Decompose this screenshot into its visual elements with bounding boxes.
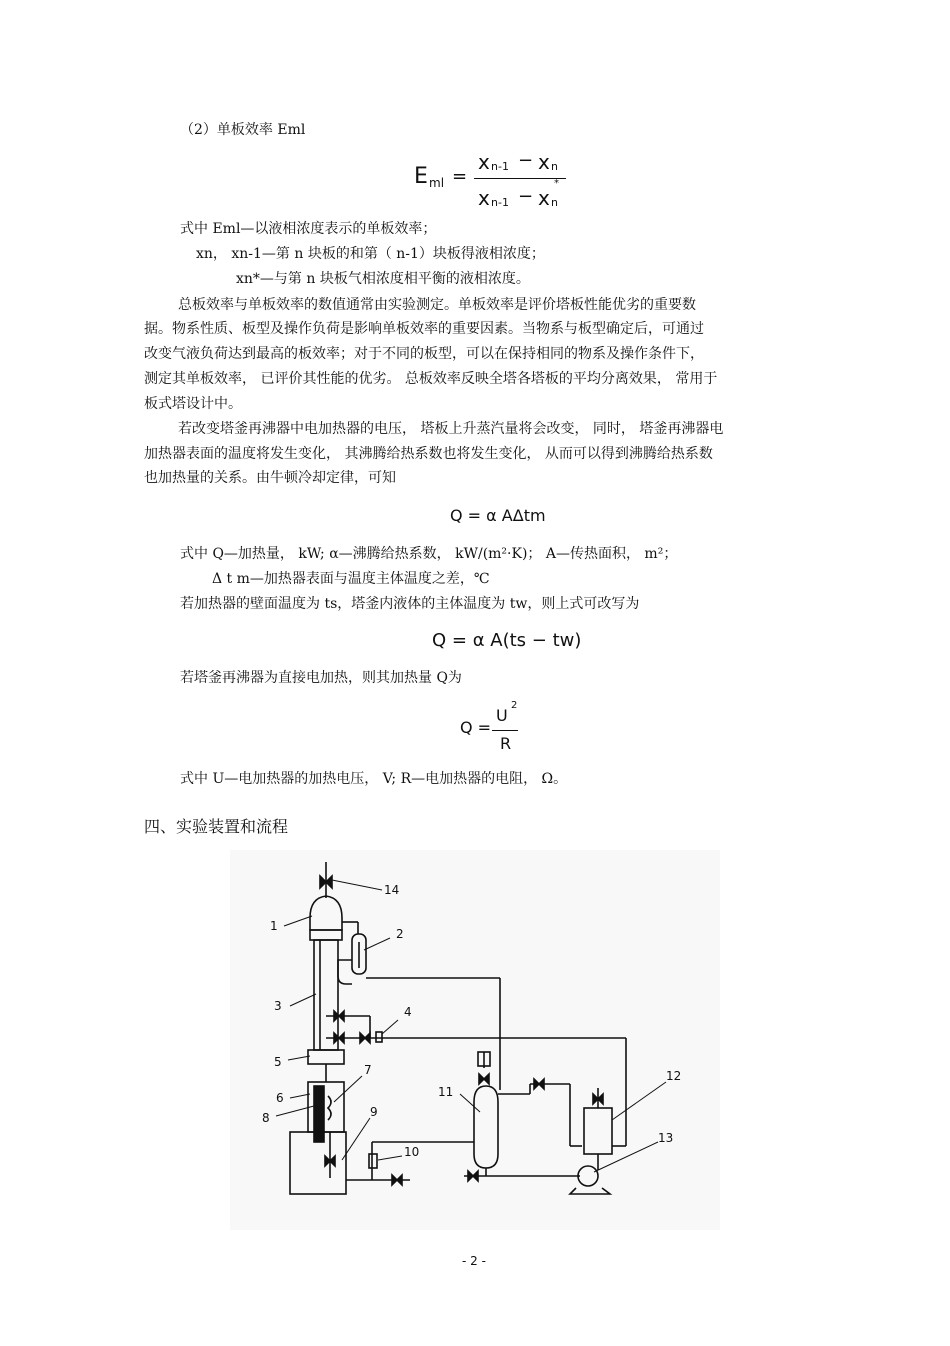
para2-line: 加热器表面的温度将发生变化， 其沸腾给热系数也将发生变化， 从而可以得到沸腾给热系数 — [144, 446, 713, 462]
eq4-superscript: 2 — [511, 700, 518, 711]
eq1-num-x1-sub: n-1 — [491, 160, 509, 173]
para1-line: 测定其单板效率， 已评价其性能的优劣。 总板效率反映全塔各塔板的平均分离效果， 常用于 — [144, 371, 718, 387]
eq1-den-x1-sub: n-1 — [491, 196, 509, 209]
definition-u-r: 式中 U—电加热器的加热电压， V; R—电加热器的电阻， Ω。 — [180, 771, 568, 787]
eq1-den-x1: x — [478, 186, 490, 210]
para2-line: 也加热量的关系。由牛顿冷却定律，可知 — [144, 470, 396, 486]
apparatus-flow-diagram — [230, 850, 720, 1230]
eq1-den-minus: − — [518, 186, 534, 207]
diagram-label: 9 — [370, 1105, 378, 1119]
eq1-num-minus: − — [518, 150, 534, 171]
single-plate-efficiency-equation — [412, 150, 582, 214]
definition-delta-tm: Δ t m—加热器表面与温度主体温度之差，℃ — [212, 571, 490, 587]
diagram-label: 11 — [438, 1085, 454, 1099]
eq1-num-x2: x — [538, 150, 550, 174]
para1-line: 板式塔设计中。 — [144, 396, 242, 412]
eq1-equals: = — [452, 166, 468, 187]
diagram-label: 1 — [270, 919, 278, 933]
diagram-label: 8 — [262, 1111, 270, 1125]
eq1-lhs-symbol: E — [414, 164, 428, 189]
definition-xn: xn， xn-1—第 n 块板的和第（ n-1）块板得液相浓度； — [196, 246, 545, 262]
section-heading-apparatus: 四、实验装置和流程 — [144, 817, 289, 836]
diagram-label: 2 — [396, 927, 404, 941]
definition-xn-star: xn*—与第 n 块板气相浓度相平衡的液相浓度。 — [236, 271, 530, 287]
diagram-label: 3 — [274, 999, 282, 1013]
eq1-lhs-subscript: ml — [429, 176, 445, 190]
diagram-label: 6 — [276, 1091, 284, 1105]
direct-heating-line: 若塔釜再沸器为直接电加热，则其加热量 Q为 — [180, 670, 462, 686]
newton-cooling-equation: Q = α AΔtm — [450, 506, 546, 525]
diagram-label: 10 — [404, 1145, 420, 1159]
eq4-denominator: R — [500, 734, 512, 753]
eq1-den-star: * — [554, 178, 559, 189]
para1-line: 改变气液负荷达到最高的板效率；对于不同的板型，可以在保持相同的物系及操作条件下， — [144, 346, 704, 362]
para1-line: 总板效率与单板效率的数值通常由实验测定。单板效率是评价塔板性能优劣的重要数 — [178, 297, 696, 313]
diagram-label: 4 — [404, 1005, 412, 1019]
para1-line: 据。物系性质、板型及操作负荷是影响单板效率的重要因素。当物系与板型确定后，可通过 — [144, 321, 704, 337]
eq1-den-x2: x — [538, 186, 550, 210]
eq4-numerator: U — [496, 706, 508, 725]
diagram-label: 7 — [364, 1063, 372, 1077]
eq1-fraction-bar — [474, 178, 566, 179]
diagram-label: 14 — [384, 883, 400, 897]
wall-temperature-line: 若加热器的壁面温度为 ts，塔釜内液体的主体温度为 tw，则上式可改写为 — [180, 596, 640, 612]
diagram-label: 13 — [658, 1131, 674, 1145]
electric-heater — [314, 1086, 324, 1142]
diagram-label: 5 — [274, 1055, 282, 1069]
eq1-num-x2-sub: n — [551, 160, 558, 173]
eq1-den-x2-sub: n — [551, 196, 558, 209]
electric-heating-equation — [460, 700, 530, 756]
diagram-label: 12 — [666, 1069, 682, 1083]
heat-equation-ts-tw: Q = α A(ts − tw) — [432, 630, 582, 651]
definition-eml: 式中 Eml—以液相浓度表示的单板效率； — [180, 221, 437, 237]
eq4-lhs: Q = — [460, 718, 492, 737]
definition-q-alpha-a: 式中 Q—加热量， kW; α—沸腾给热系数， kW/(m²·K)； A—传热面积， m²； — [180, 546, 678, 562]
eq4-fraction-bar — [492, 730, 518, 731]
eq1-num-x1: x — [478, 150, 490, 174]
para2-line: 若改变塔釜再沸器中电加热器的电压， 塔板上升蒸汽量将会改变， 同时， 塔釜再沸器电 — [178, 421, 724, 437]
page-number: - 2 - — [462, 1254, 486, 1268]
section-heading-single-plate-efficiency: （2）单板效率 Eml — [180, 122, 306, 138]
